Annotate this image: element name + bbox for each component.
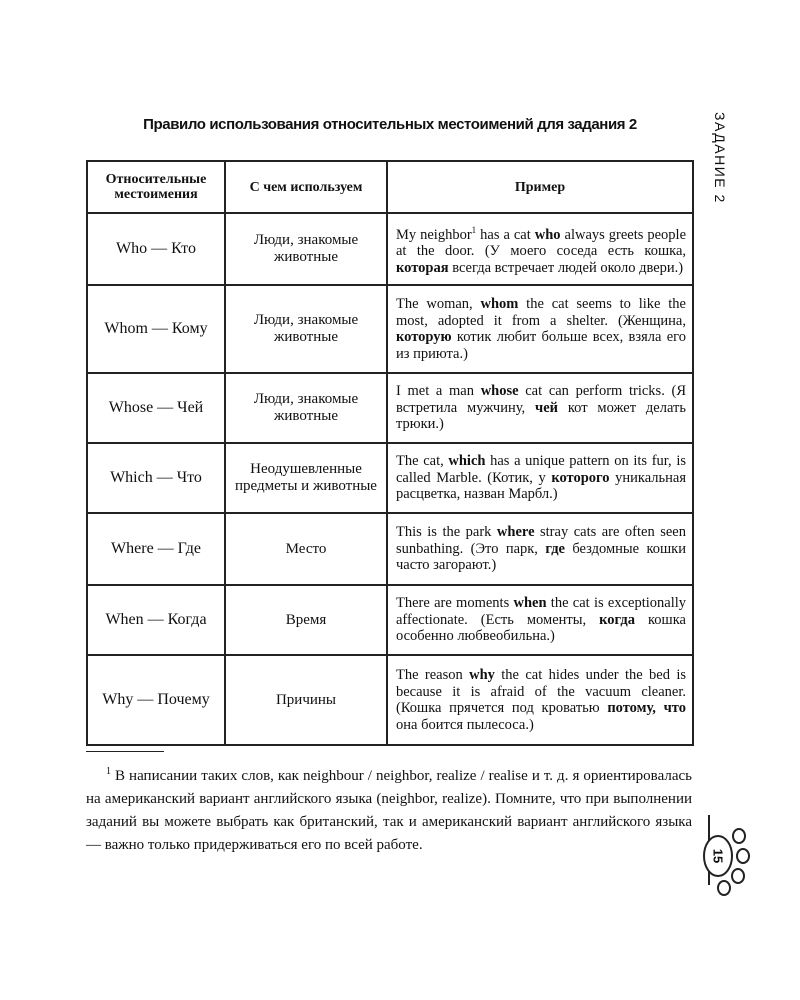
usage-cell: Люди, знакомые животные [225,373,387,443]
example-cell: This is the park where stray cats are often seen sunbathing. (Это парк, где бездомные кошки часто загорают.) [387,513,693,585]
column-header-usage: С чем используем [225,161,387,213]
table-row [87,513,693,585]
pronoun-cell: When — Когда [87,585,225,655]
table-row [87,585,693,655]
pronouns-table [86,160,694,746]
column-header-example: Пример [387,161,693,213]
pronoun-cell: Who — Кто [87,213,225,285]
table-row [87,373,693,443]
example-cell: The cat, which has a unique pattern on its fur, is called Marble. (Котик, у которого уникальная расцветка, назван Марбл.) [387,443,693,513]
table-row [87,443,693,513]
example-cell: My neighbor$^1$ has a cat who always greets people at the door. (У моего соседа есть кошка, которая всегда встречает людей около двери.) [387,213,693,285]
pronoun-cell: Whom — Кому [87,285,225,373]
page-number: 15 [710,848,726,864]
example-cell: I met a man whose cat can perform tricks. (Я встретила мужчину, чей кот может делать трюки.) [387,373,693,443]
usage-cell: Люди, знакомые животные [225,213,387,285]
footnote-text: В написании таких слов, как neighbour / neighbor, realize / realise и т. д. я ориентировалась на американский вариант английского языка (neighbor, realize). Помните, что при выполнении заданий вы можете выбрать как британский, так и американский вариант английского языка — важно только придерживаться его по всей работе. [86,768,692,853]
table-row [87,213,693,285]
usage-cell: Люди, знакомые животные [225,285,387,373]
table-header-row [87,161,693,213]
table-row [87,655,693,745]
usage-cell: Причины [225,655,387,745]
pronoun-cell: Why — Почему [87,655,225,745]
pronoun-cell: Whose — Чей [87,373,225,443]
side-label-text: ЗАДАНИЕ 2 [712,112,728,204]
example-cell: The reason why the cat hides under the bed is because it is afraid of the vacuum cleaner. (Кошка прячется под кроватью потому, что она боится пылесоса.) [387,655,693,745]
footnote-divider [86,751,164,752]
example-cell: There are moments when the cat is exceptionally affectionate. (Есть моменты, когда кошка особенно любвеобильна.) [387,585,693,655]
paw-print-icon [700,822,752,902]
footnote [86,760,692,857]
page-title: Правило использования относительных местоимений для задания 2 [143,116,637,133]
usage-cell: Время [225,585,387,655]
usage-cell: Место [225,513,387,585]
footnote-marker: 1 [106,766,111,777]
table-row [87,285,693,373]
pronoun-cell: Which — Что [87,443,225,513]
column-header-pronouns: Относительные местоимения [87,161,225,213]
usage-cell: Неодушевленные предметы и животные [225,443,387,513]
example-cell: The woman, whom the cat seems to like the most, adopted it from a shelter. (Женщина, которую котик любит больше всех, взяла его из приюта.) [387,285,693,373]
pronoun-cell: Where — Где [87,513,225,585]
section-side-label [708,112,732,242]
